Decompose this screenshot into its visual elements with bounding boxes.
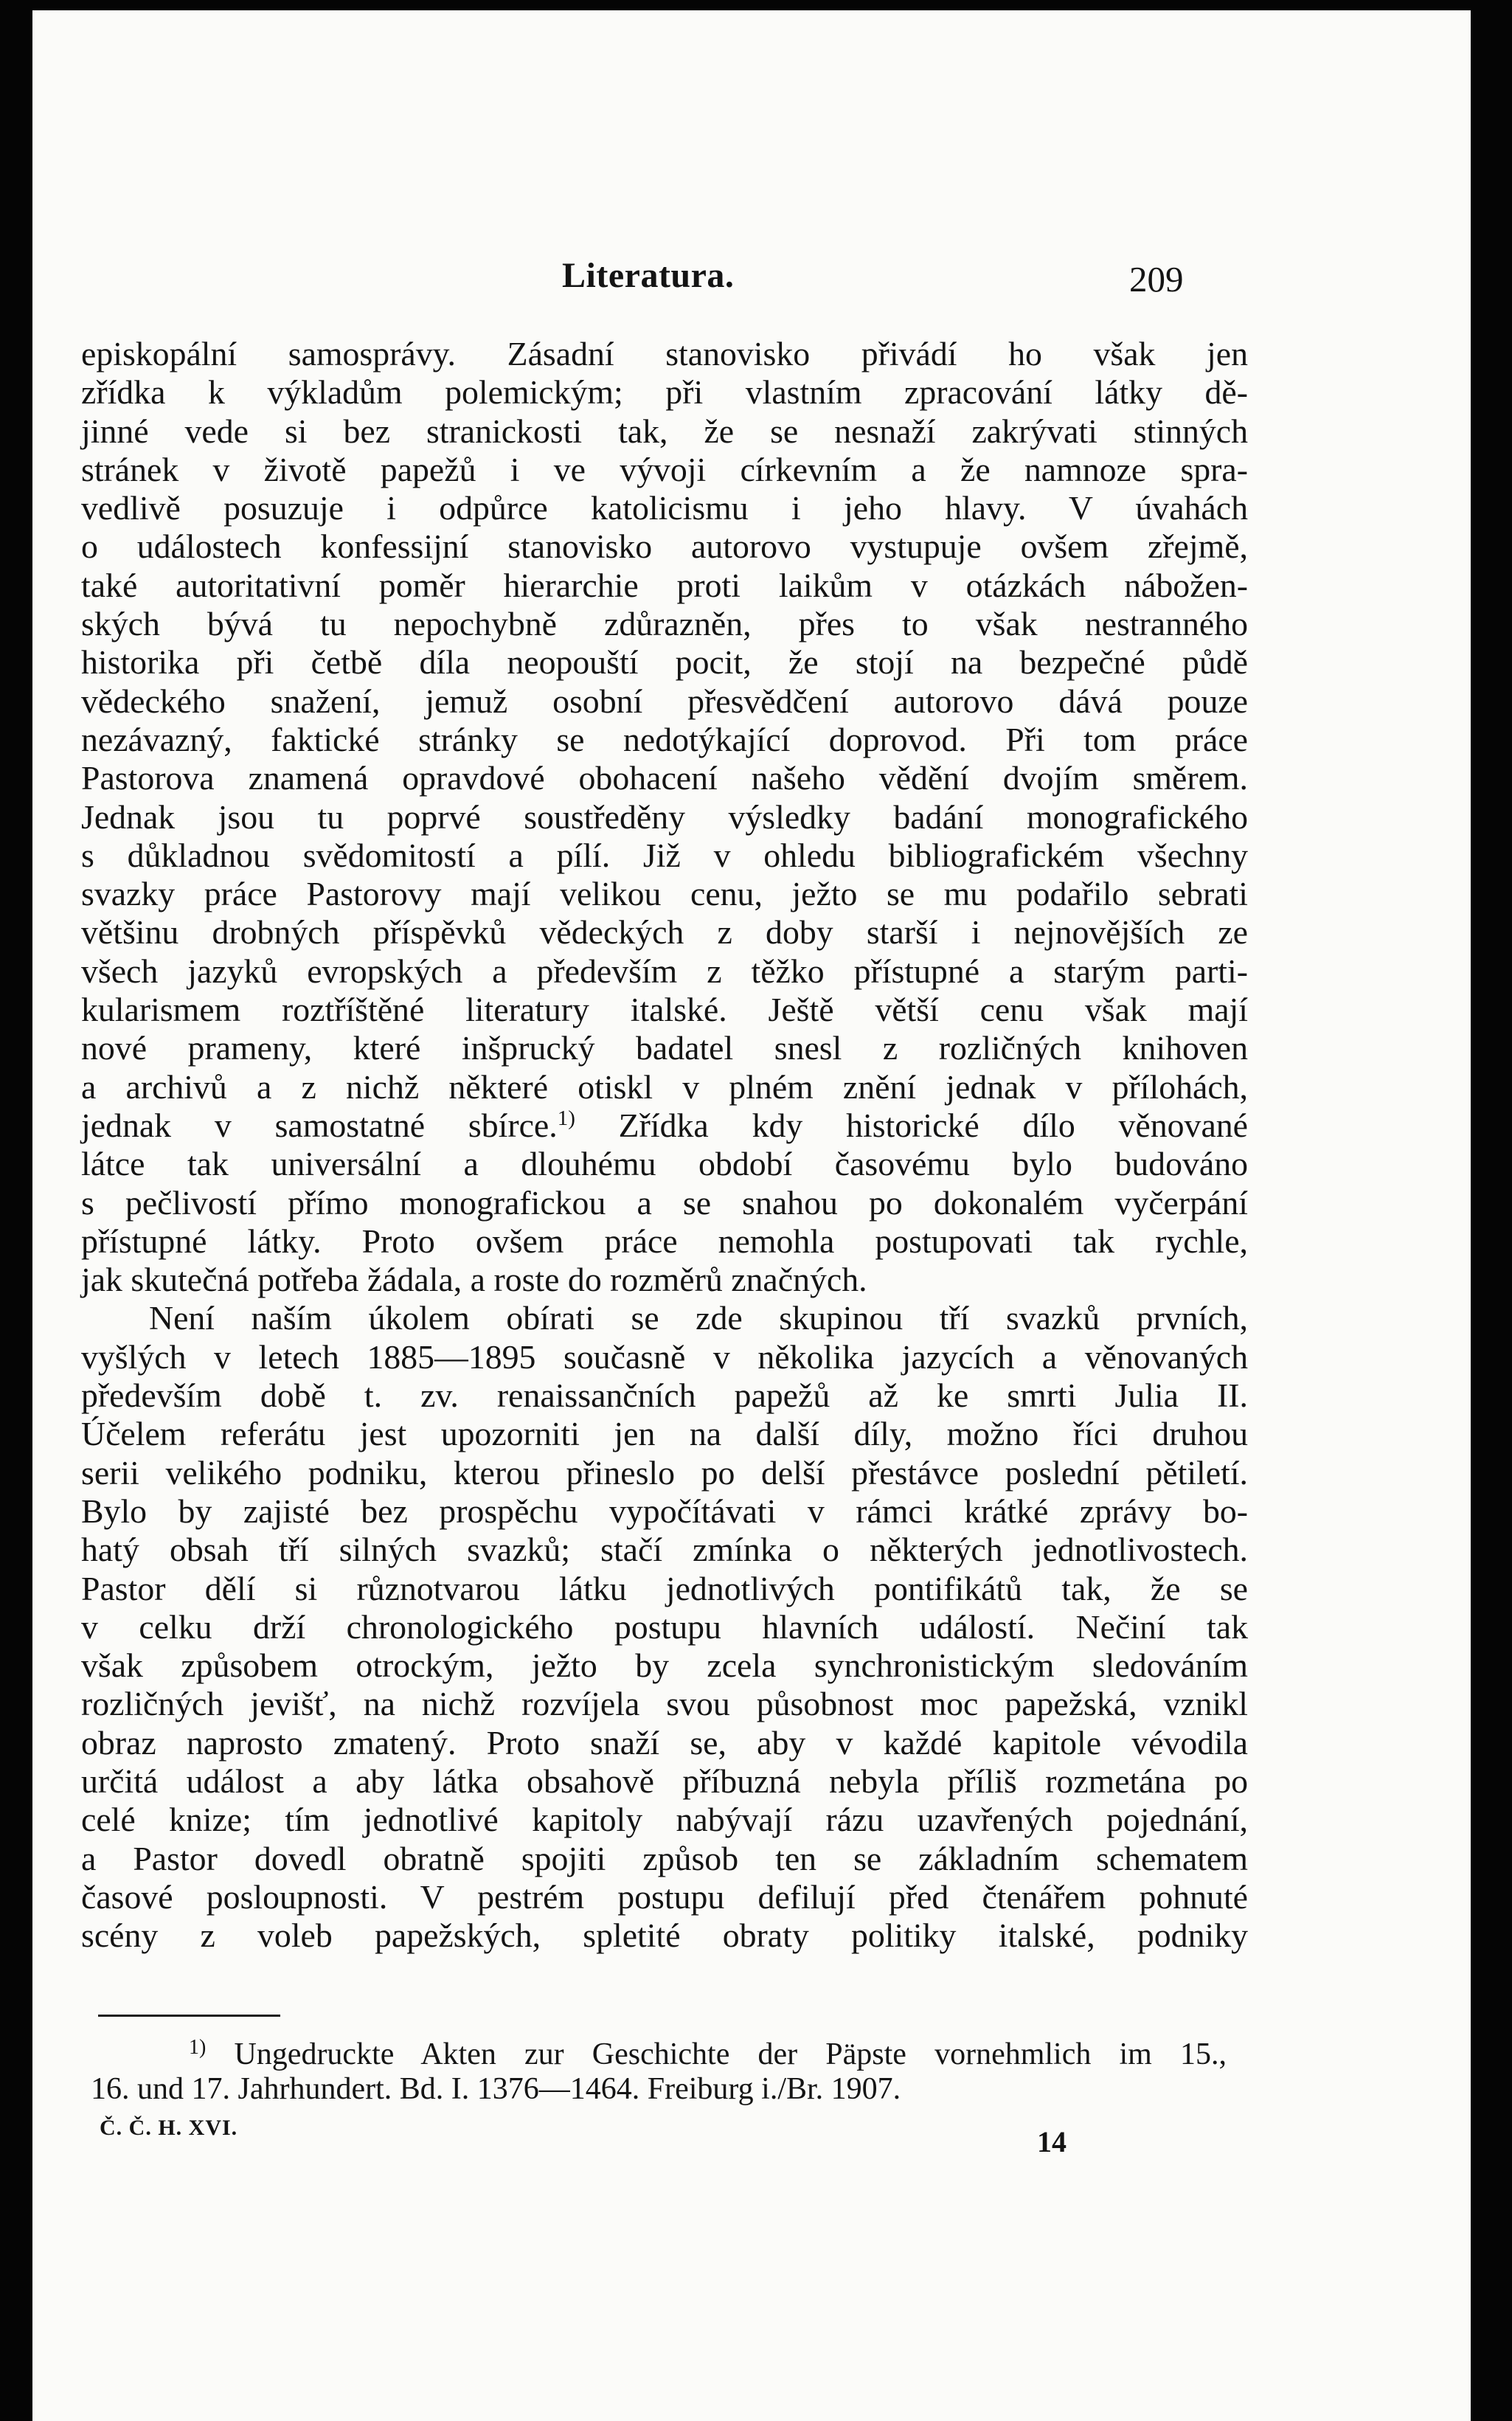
text-line: většinu drobných příspěvků vědeckých z doby starší i nejnovějších ze <box>81 913 1248 952</box>
text-line: a archivů a z nichž některé otiskl v plném znění jednak v přílohách, <box>81 1067 1248 1106</box>
running-head: Literatura. <box>562 256 735 295</box>
text-line: Účelem referátu jest upozorniti jen na další díly, možno říci druhou <box>81 1415 1248 1453</box>
footnote-line <box>91 2037 1227 2072</box>
text-line: Pastorova znamená opravdové obohacení našeho vědění dvojím směrem. <box>81 759 1248 797</box>
text-line: určitá událost a aby látka obsahově příbuzná nebyla příliš rozmetána po <box>81 1762 1248 1800</box>
text-line: s pečlivostí přímo monografickou a se snahou po dokonalém vyčerpání <box>81 1183 1248 1222</box>
text-line: jinné vede si bez stranickosti tak, že se nesnaží zakrývati stinných <box>81 412 1248 450</box>
text-line: vedlivě posuzuje i odpůrce katolicismu i jeho hlavy. V úvahách <box>81 489 1248 527</box>
text-line: také autoritativní poměr hierarchie proti laikům v otázkách nábožen- <box>81 566 1248 604</box>
text-line: Jednak jsou tu poprvé soustředěny výsledky badání monografického <box>81 797 1248 836</box>
footnotes <box>91 2037 1227 2107</box>
text-line: historika při četbě díla neopouští pocit, že stojí na bezpečné půdě <box>81 643 1248 682</box>
text-line: Není naším úkolem obírati se zde skupinou tří svazků prvních, <box>149 1299 1248 1337</box>
text-line: kularismem roztříštěné literatury italské. Ještě větší cenu však mají <box>81 991 1248 1029</box>
text-line: celé knize; tím jednotlivé kapitoly nabývají rázu uzavřených pojednání, <box>81 1801 1248 1839</box>
book-page <box>32 10 1471 2421</box>
text-line: v celku drží chronologického postupu hlavních událostí. Nečiní tak <box>81 1607 1248 1646</box>
text-fragment: Zřídka kdy historické dílo věnované <box>575 1106 1249 1144</box>
text-line: rozličných jevišť, na nichž rozvíjela svou působnost moc papežská, vznikl <box>81 1685 1248 1723</box>
text-line: a Pastor dovedl obratně spojiti způsob ten se základním schematem <box>81 1839 1248 1877</box>
text-line: stránek v životě papežů i ve vývoji církevním a že namnoze spra- <box>81 450 1248 488</box>
footnote-text: Ungedruckte Akten zur Geschichte der Päpste vornehmlich im 15., <box>206 2037 1227 2071</box>
text-line: nezávazný, faktické stránky se nedotýkající doprovod. Při tom práce <box>81 720 1248 758</box>
text-line: scény z voleb papežských, spletité obraty politiky italské, podniky <box>81 1916 1248 1955</box>
page-header <box>32 255 1471 307</box>
text-line: hatý obsah tří silných svazků; stačí zmínka o některých jednotlivostech. <box>81 1531 1248 1569</box>
text-line: episkopální samosprávy. Zásadní stanovisko přivádí ho však jen <box>81 335 1248 373</box>
page-number: 209 <box>1129 259 1184 299</box>
text-line: zřídka k výkladům polemickým; při vlastním zpracování látky dě- <box>81 373 1248 412</box>
text-line: s důkladnou svědomitostí a pílí. Již v ohledu bibliografickém všechny <box>81 836 1248 874</box>
printer-signature: Č. Č. H. XVI. <box>100 2116 238 2140</box>
body-text <box>81 335 1248 1955</box>
sheet-number: 14 <box>1037 2125 1067 2158</box>
text-line: svazky práce Pastorovy mají velikou cenu, ježto se mu podařilo sebrati <box>81 875 1248 913</box>
text-line: časové posloupnosti. V pestrém postupu defilují před čtenářem pohnuté <box>81 1877 1248 1916</box>
footnote-reference[interactable]: 1) <box>557 1106 575 1130</box>
text-line: všech jazyků evropských a především z těžko přístupné a starým parti- <box>81 952 1248 990</box>
text-line: o událostech konfessijní stanovisko autorovo vystupuje ovšem zřejmě, <box>81 527 1248 566</box>
text-line: látce tak universální a dlouhému období časovému bylo budováno <box>81 1145 1248 1183</box>
text-line: vědeckého snažení, jemuž osobní přesvědčení autorovo dává pouze <box>81 682 1248 720</box>
text-line: Bylo by zajisté bez prospěchu vypočítávati v rámci krátké zprávy bo- <box>81 1492 1248 1530</box>
text-line: však způsobem otrockým, ježto by zcela synchronistickým sledováním <box>81 1646 1248 1685</box>
footnote-marker: 1) <box>189 2036 207 2059</box>
text-line: serii velikého podniku, kterou přineslo po delší přestávce poslední pětiletí. <box>81 1453 1248 1492</box>
text-line: především době t. zv. renaissančních papežů až ke smrti Julia II. <box>81 1376 1248 1415</box>
text-line: obraz naprosto zmatený. Proto snaží se, aby v každé kapitole vévodila <box>81 1723 1248 1762</box>
footnote-divider <box>98 2015 280 2017</box>
text-line: Pastor dělí si různotvarou látku jednotlivých pontifikátů tak, že se <box>81 1569 1248 1607</box>
text-line: jak skutečná potřeba žádala, a roste do rozměrů značných. <box>81 1261 867 1299</box>
text-fragment: jednak v samostatné sbírce. <box>81 1106 558 1144</box>
text-line: přístupné látky. Proto ovšem práce nemohla postupovati tak rychle, <box>81 1222 1248 1260</box>
text-line: ských bývá tu nepochybně zdůrazněn, přes to však nestranného <box>81 605 1248 643</box>
text-line: vyšlých v letech 1885—1895 současně v několika jazycích a věnovaných <box>81 1337 1248 1376</box>
footnote-line: 16. und 17. Jahrhundert. Bd. I. 1376—1464. Freiburg i./Br. 1907. <box>91 2072 901 2106</box>
text-line: nové prameny, které inšprucký badatel snesl z rozličných knihoven <box>81 1029 1248 1067</box>
text-line-with-footnote-ref <box>81 1106 1248 1145</box>
